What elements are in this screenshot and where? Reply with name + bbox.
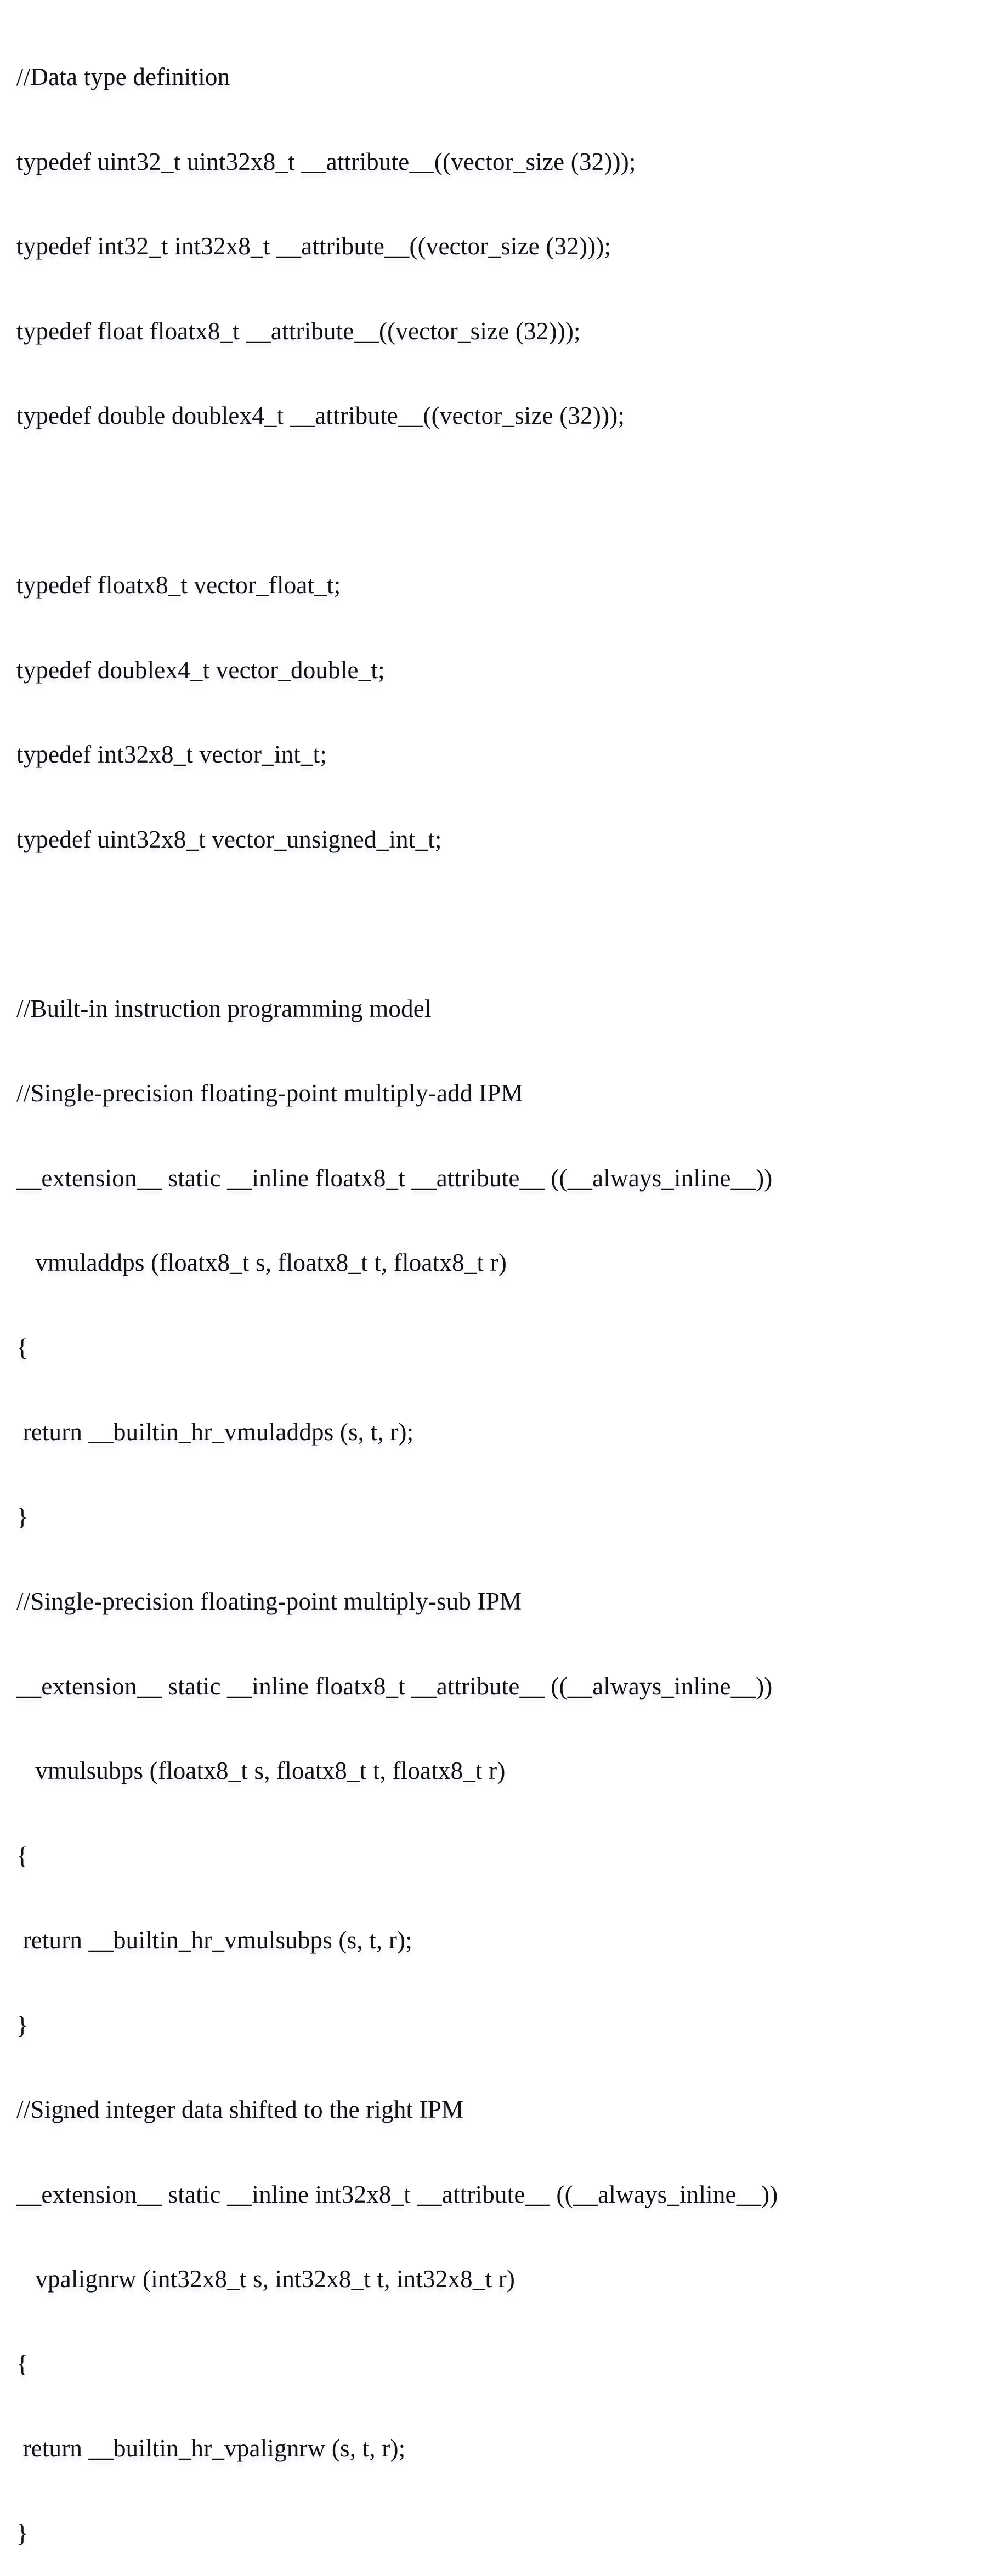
vpalignrw-signature: vpalignrw (int32x8_t s, int32x8_t t, int32x8_t r): [16, 2265, 516, 2293]
comment-data-type-definition: //Data type definition: [16, 63, 230, 90]
open-brace: {: [16, 1333, 29, 1361]
open-brace: {: [16, 1841, 29, 1869]
vmuladdps-signature: vmuladdps (floatx8_t s, floatx8_t t, floatx8_t r): [16, 1249, 507, 1276]
typedef-vector-double: typedef doublex4_t vector_double_t;: [16, 656, 385, 684]
vmulsubps-return: return __builtin_hr_vmulsubps (s, t, r);: [16, 1926, 412, 1954]
code-listing: [16, 7, 778, 2576]
typedef-int32x8: typedef int32_t int32x8_t __attribute__((vector_size (32)));: [16, 232, 611, 260]
vmuladdps-declaration: __extension__ static __inline floatx8_t __attribute__ ((__always_inline__)): [16, 1164, 773, 1192]
comment-multiply-add: //Single-precision floating-point multiply-add IPM: [16, 1079, 523, 1107]
vmulsubps-signature: vmulsubps (floatx8_t s, floatx8_t t, floatx8_t r): [16, 1757, 506, 1784]
comment-shift-right: //Signed integer data shifted to the right IPM: [16, 2096, 464, 2123]
open-brace: {: [16, 2350, 29, 2378]
close-brace: }: [16, 2011, 29, 2039]
comment-multiply-sub: //Single-precision floating-point multiply-sub IPM: [16, 1588, 522, 1615]
close-brace: }: [16, 2519, 29, 2547]
typedef-vector-unsigned-int: typedef uint32x8_t vector_unsigned_int_t;: [16, 825, 442, 853]
vmulsubps-declaration: __extension__ static __inline floatx8_t __attribute__ ((__always_inline__)): [16, 1672, 773, 1700]
vmuladdps-return: return __builtin_hr_vmuladdps (s, t, r);: [16, 1418, 414, 1446]
typedef-vector-float: typedef floatx8_t vector_float_t;: [16, 571, 341, 599]
typedef-floatx8: typedef float floatx8_t __attribute__((vector_size (32)));: [16, 317, 581, 345]
vpalignrw-declaration: __extension__ static __inline int32x8_t __attribute__ ((__always_inline__)): [16, 2180, 778, 2208]
typedef-doublex4: typedef double doublex4_t __attribute__((vector_size (32)));: [16, 402, 625, 429]
blank-line: [16, 910, 778, 939]
comment-builtin-model: //Built-in instruction programming model: [16, 994, 432, 1022]
typedef-uint32x8: typedef uint32_t uint32x8_t __attribute__((vector_size (32)));: [16, 147, 636, 175]
typedef-vector-int: typedef int32x8_t vector_int_t;: [16, 741, 327, 768]
blank-line: [16, 487, 778, 515]
close-brace: }: [16, 1503, 29, 1531]
vpalignrw-return: return __builtin_hr_vpalignrw (s, t, r);: [16, 2435, 406, 2462]
